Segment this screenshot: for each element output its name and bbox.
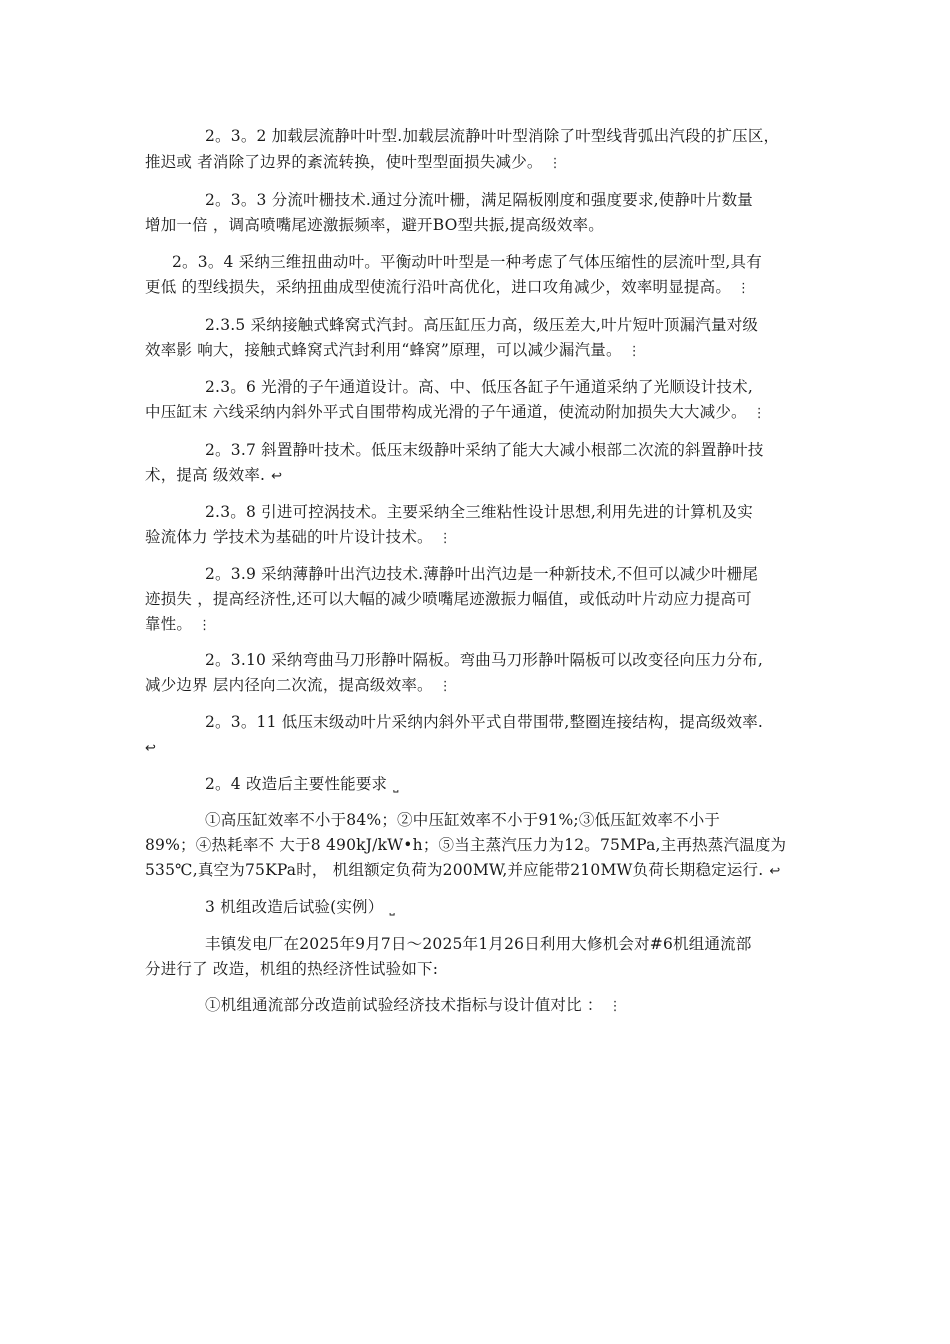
text-line: 2。3.7 斜置静叶技术。低压末级静叶采纳了能大大减小根部二次流的斜置静叶技 (205, 441, 764, 459)
text-line (145, 340, 641, 362)
text-span: 更低 的型线损失，采纳扭曲成型使流行沿叶高优化，进口攻角减少，效率明显提高。 (145, 278, 732, 296)
text-span: 535℃,真空为75KPa时， 机组额定负荷为200MW,并应能带210MW负荷长期稳定运行. (145, 861, 764, 879)
text-line: 2。3.9 采纳薄静叶出汽边技术.薄静叶出汽边是一种新技术,不但可以减少叶栅尾 (205, 565, 759, 583)
text-line (145, 465, 282, 487)
text-line: 2.3。8 引进可控涡技术。主要采纳全三维粘性设计思想,利用先进的计算机及实 (205, 503, 753, 521)
text-span: 减少边界 层内径向二次流，提高级效率。 (145, 676, 433, 694)
text-line: 2。3。4 采纳三维扭曲动叶。平衡动叶叶型是一种考虑了气体压缩性的层流叶型,具有 (172, 253, 762, 271)
text-span: 效率影 响大，接触式蜂窝式汽封利用“蜂窝”原理，可以减少漏汽量。 (145, 341, 622, 359)
text-line: 89%；④热耗率不 大于8 490kJ/kW•h；⑤当主蒸汽压力为12。75MPa,主再热蒸汽温度为 (145, 836, 787, 854)
text-line: 2。3。11 低压末级动叶片采纳内斜外平式自带围带,整圈连接结构，提高级效率. (205, 713, 764, 731)
text-span: 2。4 改造后主要性能要求 (205, 775, 388, 793)
text-line (205, 774, 399, 796)
text-line (145, 675, 452, 697)
text-line: 增加一倍 ，调高喷嘴尾迹激振频率，避开BO型共振,提高级效率。 (145, 216, 604, 234)
text-line: ①高压缸效率不小于84%；②中压缸效率不小于91%;③低压缸效率不小于 (205, 811, 721, 829)
text-line: 2.3.5 采纳接触式蜂窝式汽封。高压缸压力高，级压差大,叶片短叶顶漏汽量对级 (205, 316, 759, 334)
text-line (145, 277, 750, 299)
line-break-icon: ⎵ (389, 901, 395, 916)
text-line (205, 995, 622, 1017)
text-span: 验流体力 学技术为基础的叶片设计技术。 (145, 528, 433, 546)
text-line: 迹损失 ，提高经济性,还可以大幅的减少喷嘴尾迹激振力幅值，或低动叶片动应力提高可 (145, 590, 752, 608)
text-line (205, 897, 395, 919)
text-line (145, 614, 211, 636)
text-line: 2。3。2 加载层流静叶叶型.加载层流静叶叶型消除了叶型线背弧出汽段的扩压区， (205, 127, 780, 145)
return-arrow-icon: ↩ (769, 864, 781, 879)
text-span: 推迟或 者消除了边界的紊流转换，使叶型型面损失减少。 (145, 153, 543, 171)
paragraph-mark-icon: ⋮ (438, 679, 452, 694)
text-line: 2。3.10 采纳弯曲马刀形静叶隔板。弯曲马刀形静叶隔板可以改变径向压力分布, (205, 651, 764, 669)
text-line: 分进行了 改造，机组的热经济性试验如下: (145, 960, 439, 978)
text-span: ①机组通流部分改造前试验经济技术指标与设计值对比 ： (205, 996, 603, 1014)
paragraph-mark-icon: ⋮ (608, 999, 622, 1014)
text-line (145, 152, 562, 174)
text-span: 术，提高 级效率. (145, 466, 266, 484)
text-span: 3 机组改造后试验(实例） (205, 898, 384, 916)
paragraph-mark-icon: ⋮ (737, 281, 751, 296)
return-arrow-icon: ↩ (271, 469, 283, 484)
text-span: 中压缸末 六线采纳内斜外平式自围带构成光滑的子午通道，使流动附加损失大大减少。 (145, 403, 747, 421)
text-line (145, 402, 766, 424)
paragraph-mark-icon: ⋮ (198, 618, 212, 633)
paragraph-mark-icon: ⋮ (627, 344, 641, 359)
text-line: 丰镇发电厂在2025年9月7日～2025年1月26日利用大修机会对#6机组通流部 (205, 935, 752, 953)
text-line (145, 527, 452, 549)
line-break-icon: ⎵ (393, 778, 399, 793)
paragraph-mark-icon: ⋮ (438, 531, 452, 546)
text-line: 2。3。3 分流叶栅技术.通过分流叶栅，满足隔板刚度和强度要求,使静叶片数量 (205, 191, 753, 209)
paragraph-mark-icon: ⋮ (548, 156, 562, 171)
text-line (139, 737, 156, 759)
text-line (145, 860, 780, 882)
text-line: 2.3。6 光滑的子午通道设计。高、中、低压各缸子午通道采纳了光顺设计技术, (205, 378, 753, 396)
paragraph-mark-icon: ⋮ (752, 406, 766, 421)
return-arrow-icon: ↩ (145, 741, 157, 756)
text-span: 靠性。 (145, 615, 193, 633)
